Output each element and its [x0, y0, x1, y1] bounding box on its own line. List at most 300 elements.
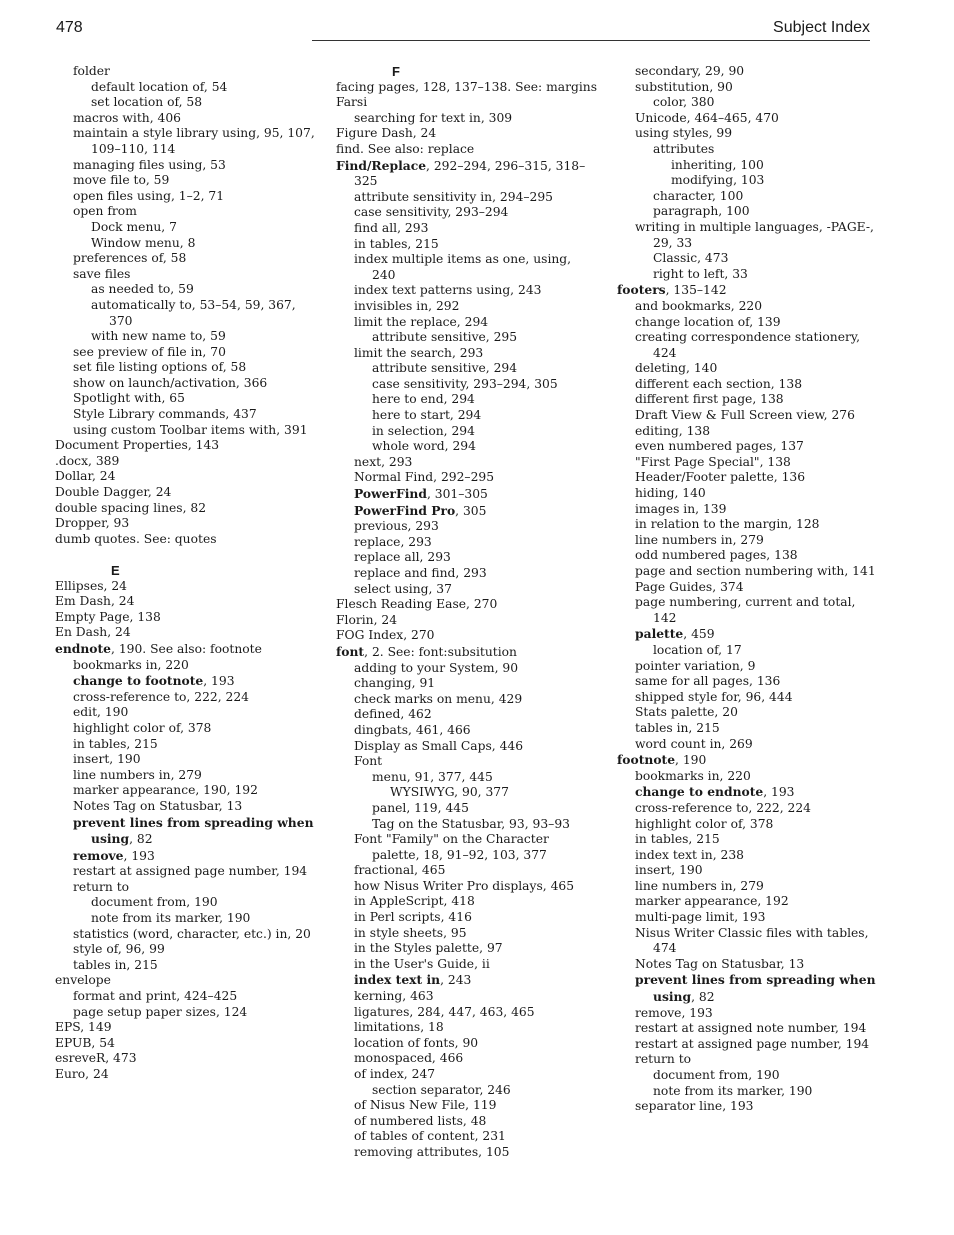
entry-text: highlight color of, 378	[73, 720, 212, 735]
entry-text: Font "Family" on the Character palette, 18, 91–92, 103, 377	[354, 832, 549, 862]
index-entry	[354, 1067, 598, 1083]
index-entry	[653, 189, 879, 205]
entry-text: fractional, 465	[354, 863, 446, 878]
entry-text: Header/Footer palette, 136	[635, 470, 806, 485]
entry-text: restart at assigned page number, 194	[635, 1036, 870, 1051]
entry-text: page numbering, current and total, 142	[635, 595, 856, 625]
entry-text: invisibles in, 292	[354, 298, 460, 313]
entry-text: see preview of file in, 70	[73, 344, 226, 359]
entry-text: .docx, 389	[55, 453, 120, 468]
index-entry	[354, 692, 598, 708]
entry-text: save files	[73, 266, 131, 281]
entry-bold-term: prevent lines from spreading when using	[635, 972, 876, 1005]
entry-text: EPUB, 54	[55, 1035, 115, 1050]
entry-text: style of, 96, 99	[73, 942, 165, 957]
index-entry	[73, 1005, 317, 1021]
entry-text: creating correspondence stationery, 424	[635, 330, 861, 360]
entry-text: cross-reference to, 222, 224	[635, 800, 811, 815]
entry-text: facing pages, 128, 137–138. See: margins	[336, 79, 598, 94]
entry-text: Flesch Reading Ease, 270	[336, 597, 498, 612]
entry-text: Dropper, 93	[55, 516, 130, 531]
entry-text: kerning, 463	[354, 989, 434, 1004]
entry-text: cross-reference to, 222, 224	[73, 689, 249, 704]
index-entry	[390, 785, 598, 801]
entry-text: dingbats, 461, 466	[354, 722, 471, 737]
index-entry	[372, 801, 598, 817]
index-entry	[354, 550, 598, 566]
entry-text: panel, 119, 445	[372, 800, 469, 815]
entry-text: document from, 190	[653, 1068, 780, 1082]
index-entry	[91, 95, 317, 111]
entry-text: replace, 293	[354, 534, 432, 549]
entry-text: Document Properties, 143	[55, 438, 220, 453]
index-entry	[336, 95, 598, 111]
index-entry	[635, 817, 879, 833]
entry-text: insert, 190	[635, 863, 703, 878]
entry-text: in Perl scripts, 416	[354, 910, 472, 925]
index-entry	[354, 299, 598, 315]
index-entry	[354, 989, 598, 1005]
entry-text: highlight color of, 378	[635, 816, 774, 831]
index-entry	[55, 485, 317, 501]
index-entry	[635, 737, 879, 753]
entry-text: Euro, 24	[55, 1067, 109, 1081]
index-entry	[617, 282, 879, 299]
index-entry	[354, 252, 598, 283]
index-entry	[372, 770, 598, 786]
entry-text: Stats palette, 20	[635, 705, 738, 720]
entry-text: Florin, 24	[336, 612, 398, 627]
index-entry	[73, 173, 317, 189]
entry-text: right to left, 33	[653, 266, 748, 281]
index-entry	[354, 346, 598, 362]
entry-text: , 82	[691, 990, 715, 1005]
index-entry	[635, 299, 879, 315]
entry-text: editing, 138	[635, 423, 711, 438]
index-entry	[617, 752, 879, 769]
index-entry	[73, 407, 317, 423]
index-entry	[354, 486, 598, 503]
entry-text: "First Page Special", 138	[635, 454, 791, 469]
index-entry	[635, 470, 879, 486]
entry-bold-term: endnote	[55, 640, 112, 656]
entry-text: find all, 293	[354, 220, 429, 235]
index-entry	[354, 315, 598, 331]
index-entry	[354, 707, 598, 723]
entry-text: , 243	[440, 973, 472, 988]
entry-text: tables in, 215	[73, 957, 158, 972]
entry-text: hiding, 140	[635, 486, 706, 501]
entry-text: Em Dash, 24	[55, 594, 135, 609]
index-entry	[372, 392, 598, 408]
index-entry	[73, 752, 317, 768]
index-entry	[354, 832, 598, 863]
entry-text: envelope	[55, 973, 111, 988]
index-entry	[635, 220, 879, 251]
index-entry	[635, 705, 879, 721]
index-entry	[635, 894, 879, 910]
index-entry	[73, 64, 317, 80]
entry-text: , 301–305	[426, 487, 488, 502]
index-entry	[653, 1084, 879, 1100]
index-entry	[635, 879, 879, 895]
entry-text: with new name to, 59	[91, 329, 226, 344]
index-entry	[354, 455, 598, 471]
index-entry	[91, 236, 317, 252]
entry-bold-term: font	[336, 643, 365, 659]
index-entry	[354, 754, 598, 770]
index-entry	[635, 64, 879, 80]
index-entry	[635, 517, 879, 533]
entry-text: document from, 190	[91, 895, 218, 910]
index-entry	[354, 1020, 598, 1036]
entry-text: Display as Small Caps, 446	[354, 738, 524, 753]
entry-text: Notes Tag on Statusbar, 13	[73, 798, 243, 813]
entry-text: ligatures, 284, 447, 463, 465	[354, 1004, 535, 1019]
index-entry	[372, 439, 598, 455]
entry-text: , 190	[675, 753, 707, 768]
index-entry	[336, 644, 598, 661]
index-entry	[635, 330, 879, 361]
entry-text: index text in, 238	[635, 847, 744, 862]
index-entry	[73, 942, 317, 958]
entry-text: Normal Find, 292–295	[354, 470, 495, 485]
entry-text: attributes	[653, 141, 715, 156]
index-entry	[635, 1006, 879, 1022]
entry-text: EPS, 149	[55, 1020, 112, 1035]
index-entry	[336, 613, 598, 629]
section-letter: F	[392, 64, 400, 79]
index-entry	[73, 251, 317, 267]
index-entry	[372, 1083, 598, 1099]
entry-text: different each section, 138	[635, 376, 803, 391]
entry-text: whole word, 294	[372, 439, 476, 454]
index-entry	[55, 501, 317, 517]
index-entry	[671, 173, 879, 189]
entry-text: , 190. See also: footnote	[111, 641, 262, 656]
index-entry	[635, 80, 879, 96]
entry-text: note from its marker, 190	[653, 1083, 813, 1098]
entry-text: different first page, 138	[635, 392, 784, 407]
entry-text: location of fonts, 90	[354, 1035, 479, 1050]
entry-text: Figure Dash, 24	[336, 126, 437, 141]
index-entry	[653, 643, 879, 659]
entry-text: modifying, 103	[671, 173, 765, 188]
entry-text: find. See also: replace	[336, 141, 475, 156]
entry-text: preferences of, 58	[73, 251, 187, 266]
entry-text: word count in, 269	[635, 736, 753, 751]
entry-text: Empty Page, 138	[55, 609, 161, 624]
entry-text: attribute sensitive, 295	[372, 330, 518, 345]
entry-text: open files using, 1–2, 71	[73, 188, 225, 203]
entry-text: Spotlight with, 65	[73, 391, 185, 406]
index-entry	[55, 1067, 317, 1083]
index-entry	[671, 158, 879, 174]
entry-text: monospaced, 466	[354, 1051, 464, 1066]
entry-text: change location of, 139	[635, 314, 781, 329]
entry-text: changing, 91	[354, 676, 436, 691]
entry-text: set file listing options of, 58	[73, 360, 247, 375]
entry-text: set location of, 58	[91, 95, 203, 110]
entry-text: location of, 17	[653, 642, 742, 657]
entry-text: secondary, 29, 90	[635, 64, 745, 78]
entry-text: insert, 190	[73, 752, 141, 767]
index-entry	[635, 1052, 879, 1068]
entry-text: in tables, 215	[635, 832, 720, 847]
entry-text: deleting, 140	[635, 361, 718, 376]
entry-text: same for all pages, 136	[635, 674, 781, 689]
entry-bold-term: prevent lines from spreading when using	[73, 814, 314, 847]
entry-text: , 82	[129, 832, 153, 847]
index-entry	[372, 817, 598, 833]
entry-text: color, 380	[653, 95, 715, 110]
entry-text: previous, 293	[354, 519, 439, 534]
entry-text: page and section numbering with, 141	[635, 564, 876, 578]
entry-text: move file to, 59	[73, 173, 170, 188]
entry-text: images in, 139	[635, 501, 727, 516]
entry-text: even numbered pages, 137	[635, 439, 804, 454]
entry-text: line numbers in, 279	[635, 878, 764, 893]
section-letter: E	[111, 563, 120, 578]
index-entry	[336, 80, 598, 96]
index-entry	[635, 377, 879, 393]
index-entry	[635, 957, 879, 973]
index-entry	[635, 626, 879, 643]
entry-text: paragraph, 100	[653, 204, 750, 219]
index-entry	[354, 863, 598, 879]
entry-text: automatically to, 53–54, 59, 367, 370	[91, 297, 296, 328]
entry-text: here to end, 294	[372, 392, 475, 407]
entry-text: in tables, 215	[73, 736, 158, 751]
entry-text: maintain a style library using, 95, 107, 109–110, 114	[73, 126, 315, 156]
entry-text: Nisus Writer Classic files with tables, 474	[635, 925, 869, 956]
index-entry	[91, 911, 317, 927]
index-entry	[354, 972, 598, 989]
index-entry	[55, 641, 317, 658]
entry-text: attribute sensitivity in, 294–295	[354, 189, 554, 204]
entry-text: how Nisus Writer Pro displays, 465	[354, 878, 575, 893]
index-entry	[635, 315, 879, 331]
index-entry	[635, 721, 879, 737]
index-entry	[635, 595, 879, 626]
index-entry	[635, 674, 879, 690]
entry-text: Style Library commands, 437	[73, 407, 257, 422]
index-entry	[372, 330, 598, 346]
index-entry	[354, 582, 598, 598]
index-entry	[336, 597, 598, 613]
entry-text: in style sheets, 95	[354, 925, 467, 940]
entry-text: Classic, 473	[653, 251, 729, 266]
entry-bold-term: PowerFind Pro	[354, 502, 456, 518]
index-entry	[635, 926, 879, 957]
index-entry	[354, 283, 598, 299]
index-entry	[653, 204, 879, 220]
index-entry	[55, 532, 317, 548]
entry-text: separator line, 193	[635, 1099, 754, 1114]
entry-text: Page Guides, 374	[635, 579, 744, 594]
index-entry	[91, 220, 317, 236]
index-entry	[73, 768, 317, 784]
index-entry	[55, 594, 317, 610]
index-entry	[73, 799, 317, 815]
entry-text: line numbers in, 279	[635, 532, 764, 547]
index-entry	[354, 1036, 598, 1052]
page-number: 478	[56, 19, 83, 36]
index-entry	[73, 658, 317, 674]
entry-text: show on launch/activation, 366	[73, 375, 268, 390]
entry-text: next, 293	[354, 454, 413, 469]
index-entry	[55, 579, 317, 595]
index-entry	[73, 267, 317, 283]
entry-text: section separator, 246	[372, 1082, 511, 1097]
index-entry	[73, 880, 317, 896]
index-entry	[354, 676, 598, 692]
index-entry	[55, 438, 317, 454]
entry-text: index text patterns using, 243	[354, 283, 542, 298]
entry-text: format and print, 424–425	[73, 989, 238, 1004]
entry-text: , 305	[455, 503, 487, 518]
entry-text: in selection, 294	[372, 423, 475, 438]
index-entry	[354, 519, 598, 535]
index-entry	[73, 989, 317, 1005]
index-entry	[73, 345, 317, 361]
index-entry	[354, 957, 598, 973]
entry-text: case sensitivity, 293–294, 305	[372, 376, 558, 391]
index-entry	[55, 469, 317, 485]
index-entry	[354, 1051, 598, 1067]
index-entry	[73, 815, 317, 848]
entry-text: replace all, 293	[354, 550, 451, 565]
entry-text: macros with, 406	[73, 110, 181, 125]
entry-text: restart at assigned page number, 194	[73, 864, 308, 879]
index-entry	[354, 910, 598, 926]
index-entry	[354, 879, 598, 895]
entry-text: tables in, 215	[635, 720, 720, 735]
entry-text: return to	[73, 879, 130, 894]
index-entry	[336, 628, 598, 644]
index-entry	[91, 329, 317, 345]
index-entry	[55, 454, 317, 470]
index-entry	[55, 1036, 317, 1052]
index-entry	[635, 910, 879, 926]
index-entry	[336, 126, 598, 142]
index-entry	[635, 801, 879, 817]
index-entry	[354, 535, 598, 551]
index-entry	[73, 927, 317, 943]
index-entry	[354, 205, 598, 221]
index-entry	[354, 894, 598, 910]
index-entry	[354, 661, 598, 677]
entry-text: multi-page limit, 193	[635, 910, 766, 925]
entry-text: esreveR, 473	[55, 1051, 137, 1066]
index-entry	[55, 1051, 317, 1067]
entry-text: dumb quotes. See: quotes	[55, 531, 217, 546]
entry-text: , 135–142	[665, 283, 727, 298]
index-entry	[635, 863, 879, 879]
index-entry	[91, 298, 317, 329]
index-entry	[635, 392, 879, 408]
entry-text: return to	[635, 1052, 692, 1067]
entry-text: FOG Index, 270	[336, 628, 435, 643]
entry-text: menu, 91, 377, 445	[372, 769, 493, 784]
entry-text: Font	[354, 754, 383, 769]
index-entry	[635, 361, 879, 377]
entry-text: Ellipses, 24	[55, 578, 128, 593]
entry-text: edit, 190	[73, 705, 129, 720]
index-entry	[354, 1145, 598, 1161]
entry-text: remove, 193	[635, 1005, 713, 1020]
entry-text: index multiple items as one, using, 240	[354, 252, 572, 282]
entry-text: pointer variation, 9	[635, 658, 756, 673]
entry-text: defined, 462	[354, 707, 432, 722]
entry-text: replace and find, 293	[354, 566, 487, 580]
index-entry	[73, 158, 317, 174]
index-column-3	[617, 64, 879, 1115]
entry-text: double spacing lines, 82	[55, 500, 207, 515]
index-entry	[55, 610, 317, 626]
entry-text: attribute sensitive, 294	[372, 361, 518, 376]
entry-text: odd numbered pages, 138	[635, 548, 798, 563]
entry-text: and bookmarks, 220	[635, 298, 763, 313]
entry-text: line numbers in, 279	[73, 767, 202, 782]
index-entry	[635, 848, 879, 864]
entry-bold-term: Find/Replace	[336, 157, 427, 173]
entry-text: select using, 37	[354, 581, 452, 596]
index-entry	[354, 1114, 598, 1130]
index-entry	[55, 1020, 317, 1036]
index-entry	[372, 377, 598, 393]
entry-text: Draft View & Full Screen view, 276	[635, 408, 855, 423]
entry-text: in tables, 215	[354, 236, 439, 251]
index-column-2	[336, 64, 598, 1161]
index-entry	[73, 126, 317, 157]
index-entry	[635, 424, 879, 440]
index-entry	[635, 502, 879, 518]
entry-bold-term: palette	[635, 626, 684, 642]
index-entry	[653, 267, 879, 283]
index-entry	[354, 926, 598, 942]
entry-text: using custom Toolbar items with, 391	[73, 422, 308, 437]
entry-text: in the User's Guide, ii	[354, 956, 490, 971]
entry-text: check marks on menu, 429	[354, 691, 523, 706]
entry-text: , 459	[683, 627, 715, 642]
section-gap	[55, 547, 317, 563]
index-entry	[73, 848, 317, 865]
index-entry	[73, 721, 317, 737]
entry-text: in relation to the margin, 128	[635, 517, 820, 532]
index-entry	[635, 455, 879, 471]
header-rule	[312, 40, 870, 41]
index-entry	[354, 190, 598, 206]
entry-text: in the Styles palette, 97	[354, 941, 503, 956]
index-entry	[354, 237, 598, 253]
entry-text: marker appearance, 192	[635, 894, 789, 909]
index-entry	[91, 80, 317, 96]
index-entry	[354, 1005, 598, 1021]
entry-text: Farsi	[336, 95, 368, 110]
index-entry	[635, 659, 879, 675]
entry-text: , 193	[203, 674, 235, 689]
entry-text: page setup paper sizes, 124	[73, 1004, 248, 1019]
entry-text: En Dash, 24	[55, 625, 131, 640]
entry-text: , 2. See: font:subsitution	[364, 644, 517, 659]
entry-text: folder	[73, 64, 110, 78]
index-entry	[354, 723, 598, 739]
index-entry	[635, 784, 879, 801]
index-entry	[635, 1099, 879, 1115]
index-entry	[336, 158, 598, 190]
entry-text: in AppleScript, 418	[354, 894, 475, 909]
